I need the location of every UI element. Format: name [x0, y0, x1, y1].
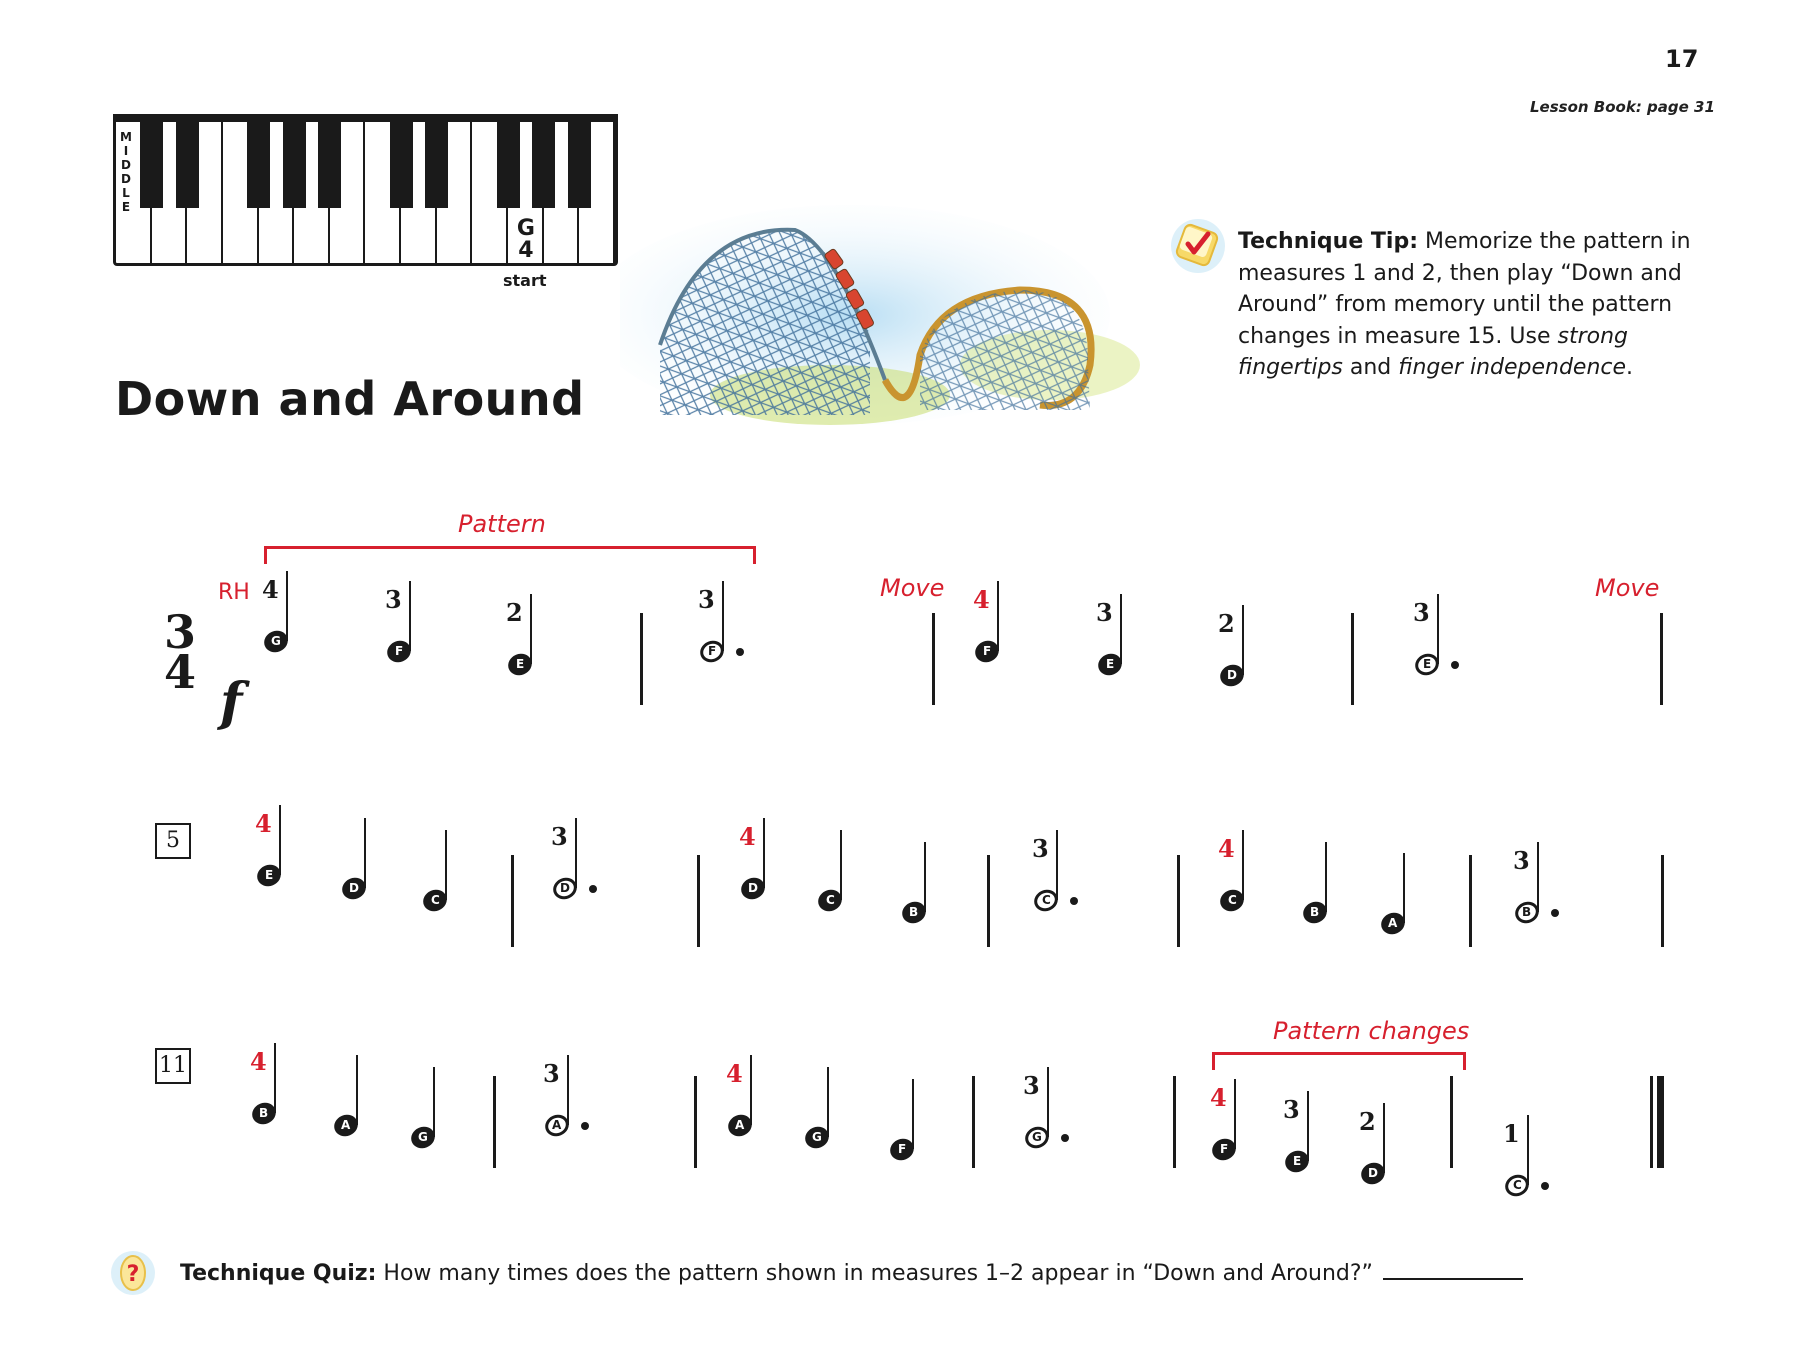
finger-number: 4 [262, 575, 279, 604]
technique-quiz-label: Technique Quiz: [180, 1261, 377, 1286]
barline [1173, 1076, 1176, 1168]
finger-number: 4 [726, 1059, 743, 1088]
note-stem [409, 581, 411, 651]
augmentation-dot [1070, 897, 1078, 905]
finger-number: 3 [1283, 1095, 1300, 1124]
finger-number: 3 [1032, 834, 1049, 863]
note-stem [750, 1055, 752, 1125]
finger-number: 3 [551, 822, 568, 851]
notehead: D [1358, 1159, 1388, 1187]
notehead: G [408, 1123, 438, 1151]
barline [694, 1076, 697, 1168]
note-stem [1242, 830, 1244, 900]
finger-number: 4 [739, 822, 756, 851]
move-annotation-2: Move [1595, 574, 1660, 602]
question-icon [110, 1250, 156, 1296]
note-stem [1527, 1115, 1529, 1185]
notehead: E [254, 861, 284, 889]
augmentation-dot [581, 1122, 589, 1130]
note-stem [575, 818, 577, 888]
technique-tip-label: Technique Tip: [1238, 229, 1418, 254]
finger-number: 2 [1359, 1107, 1376, 1136]
barline [1660, 613, 1663, 705]
finger-number: 1 [1503, 1119, 1520, 1148]
note-f [890, 1039, 950, 1179]
pattern-annotation: Pattern [458, 510, 546, 538]
finger-number: 2 [1218, 609, 1235, 638]
note-stem [1325, 842, 1327, 912]
finger-number: 4 [250, 1047, 267, 1076]
notehead: A [1378, 909, 1408, 937]
notehead: D [339, 874, 369, 902]
finger-number: 3 [543, 1059, 560, 1088]
note-b [252, 1003, 312, 1143]
note-g [411, 1027, 471, 1167]
pattern-changes-annotation: Pattern changes [1273, 1017, 1470, 1045]
note-stem [1242, 605, 1244, 675]
finger-number: 3 [385, 585, 402, 614]
note-stem [1056, 830, 1058, 900]
note-stem [1537, 842, 1539, 912]
barline [511, 855, 514, 947]
note-stem [433, 1067, 435, 1137]
forte-dynamic: f [220, 672, 243, 733]
note-b [902, 802, 962, 942]
note-c [423, 790, 483, 930]
note-stem [924, 842, 926, 912]
notehead: B [1512, 898, 1542, 926]
note-stem [567, 1055, 569, 1125]
note-a [545, 1015, 605, 1155]
augmentation-dot [589, 885, 597, 893]
lesson-book-reference: Lesson Book: page 31 [1530, 98, 1715, 116]
note-c [1505, 1075, 1565, 1215]
final-barline-thick [1657, 1076, 1664, 1168]
barline [932, 613, 935, 705]
note-stem [840, 830, 842, 900]
finger-number: 3 [1513, 846, 1530, 875]
middle-c-label: M I D D L E [120, 130, 132, 214]
note-stem [1307, 1091, 1309, 1161]
augmentation-dot [736, 648, 744, 656]
note-b [1515, 802, 1575, 942]
notehead: C [1502, 1171, 1532, 1199]
notehead: D [738, 874, 768, 902]
notehead: F [887, 1135, 917, 1163]
finger-number: 3 [1096, 598, 1113, 627]
note-stem [530, 594, 532, 664]
note-e [1285, 1051, 1345, 1191]
notehead: G [1022, 1123, 1052, 1151]
finger-number: 2 [506, 598, 523, 627]
note-stem [1383, 1103, 1385, 1173]
finger-number: 3 [1413, 598, 1430, 627]
note-stem [722, 581, 724, 651]
note-stem [286, 571, 288, 641]
barline [697, 855, 700, 947]
note-e [257, 765, 317, 905]
note-stem [763, 818, 765, 888]
measure-number-5: 5 [155, 823, 191, 859]
note-d [1361, 1063, 1421, 1203]
note-d [553, 778, 613, 918]
note-e [1415, 554, 1475, 694]
note-stem [274, 1043, 276, 1113]
barline [1661, 855, 1664, 947]
notehead: C [1031, 886, 1061, 914]
notehead: A [725, 1111, 755, 1139]
finger-number: 4 [973, 585, 990, 614]
note-b [1303, 802, 1363, 942]
notehead: E [1282, 1147, 1312, 1175]
barline [1351, 613, 1354, 705]
notehead: D [550, 874, 580, 902]
notehead: F [1209, 1135, 1239, 1163]
barline [493, 1076, 496, 1168]
note-d [741, 778, 801, 918]
notehead: E [1095, 650, 1125, 678]
start-label: start [503, 271, 547, 290]
note-stem [364, 818, 366, 888]
finger-number: 4 [255, 809, 272, 838]
note-g [805, 1027, 865, 1167]
notehead: F [384, 637, 414, 665]
note-c [1220, 790, 1280, 930]
note-e [508, 554, 568, 694]
quiz-answer-blank[interactable] [1383, 1258, 1523, 1280]
note-stem [997, 581, 999, 651]
barline [640, 613, 643, 705]
note-stem [912, 1079, 914, 1149]
measure-number-11: 11 [155, 1048, 191, 1084]
notehead: E [1412, 650, 1442, 678]
note-stem [356, 1055, 358, 1125]
svg-text:?: ? [126, 1262, 140, 1287]
notehead: D [1217, 661, 1247, 689]
note-stem [827, 1067, 829, 1137]
start-key-label: G 4 [516, 216, 535, 263]
finger-number: 4 [1218, 834, 1235, 863]
note-d [1220, 565, 1280, 705]
note-stem [1234, 1079, 1236, 1149]
notehead: F [972, 637, 1002, 665]
note-f [700, 541, 760, 681]
notehead: G [261, 627, 291, 655]
notehead: G [802, 1123, 832, 1151]
final-barline-thin [1650, 1076, 1653, 1168]
note-d [342, 778, 402, 918]
finger-number: 3 [1023, 1071, 1040, 1100]
note-c [818, 790, 878, 930]
finger-number: 4 [1210, 1083, 1227, 1112]
notehead: B [1300, 898, 1330, 926]
notehead: A [331, 1111, 361, 1139]
notehead: F [697, 637, 727, 665]
right-hand-label: RH [218, 580, 250, 605]
note-stem [1047, 1067, 1049, 1137]
note-stem [445, 830, 447, 900]
time-signature: 3 4 [163, 605, 196, 699]
augmentation-dot [1061, 1134, 1069, 1142]
augmentation-dot [1551, 909, 1559, 917]
note-g [1025, 1027, 1085, 1167]
barline [1450, 1076, 1453, 1168]
note-c [1034, 790, 1094, 930]
technique-tip: Technique Tip: Memorize the pattern in measures 1 and 2, then play “Down and Around” from memory until the pattern changes in measure 15. Use strong fingertips and finger independence. [1238, 229, 1691, 380]
notehead: B [899, 898, 929, 926]
barline [1177, 855, 1180, 947]
notehead: B [249, 1099, 279, 1127]
page-number: 17 [1665, 45, 1699, 73]
note-e [1098, 554, 1158, 694]
augmentation-dot [1541, 1182, 1549, 1190]
move-annotation-1: Move [880, 574, 945, 602]
note-f [975, 541, 1035, 681]
notehead: C [420, 886, 450, 914]
note-a [334, 1015, 394, 1155]
augmentation-dot [1451, 661, 1459, 669]
note-stem [1403, 853, 1405, 923]
barline [987, 855, 990, 947]
note-f [387, 541, 447, 681]
note-stem [1437, 594, 1439, 664]
technique-quiz: Technique Quiz: How many times does the pattern shown in measures 1–2 appear in “Down and Around?” [180, 1258, 1523, 1286]
note-a [728, 1015, 788, 1155]
notehead: C [1217, 886, 1247, 914]
notehead: C [815, 886, 845, 914]
finger-number: 3 [698, 585, 715, 614]
note-g [264, 531, 324, 671]
note-f [1212, 1039, 1272, 1179]
notehead: A [542, 1111, 572, 1139]
note-stem [279, 805, 281, 875]
barline [1469, 855, 1472, 947]
barline [972, 1076, 975, 1168]
notehead: E [505, 650, 535, 678]
note-a [1381, 813, 1441, 953]
note-stem [1120, 594, 1122, 664]
page-title: Down and Around [115, 372, 585, 426]
